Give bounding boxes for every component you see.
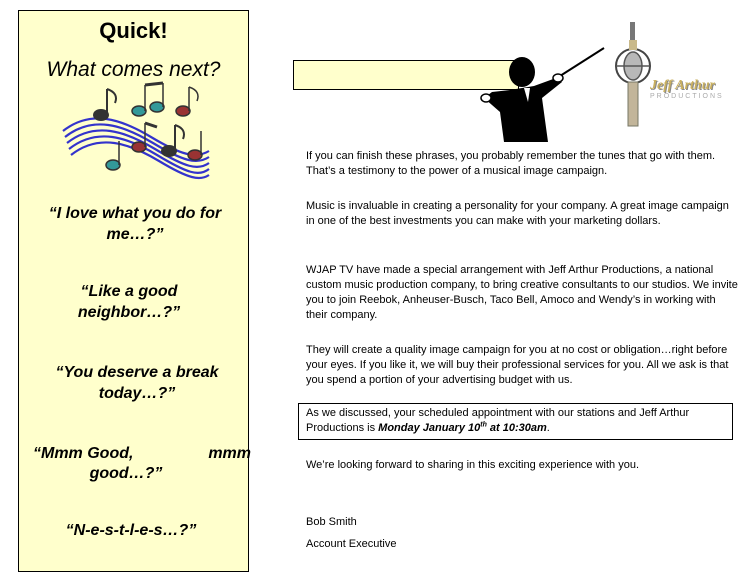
- phrase-5: “N-e-s-t-l-e-s…?”: [65, 522, 197, 539]
- paragraph-music: Music is invaluable in creating a personality for your company. A great image campaign in one of the best investments you can make with your marketing dollars.: [306, 200, 729, 227]
- phrase-2: “Like a good neighbor…?”: [77, 283, 181, 321]
- panel-title: Quick!: [99, 18, 168, 43]
- paragraph-intro: If you can finish these phrases, you probably remember the tunes that go with them. That’s a testimony to the power of a musical image campaign.: [306, 150, 716, 177]
- conductor-icon: [470, 42, 610, 150]
- paragraph-campaign: They will create a quality image campaign for you at no cost or obligation…right before your eyes. If you like it, we will buy their professional services for you. All we ask is that you spend a portion of your advertising budget with us.: [306, 344, 729, 386]
- paragraph-wjap: WJAP TV have made a special arrangement with Jeff Arthur Productions, a national custom music production company, to bring creative consultants to our studios. We invite you to join Reebok, Anheuser-Busch, Taco Bell, Amoco and Wendy’s in working with their company.: [306, 264, 738, 321]
- phrase-1: “I love what you do for me…?”: [48, 205, 222, 243]
- signer-name: Bob Smith: [306, 516, 357, 528]
- appointment-intro: As we discussed, your scheduled appointment with our stations and Jeff Arthur Productions is: [306, 407, 690, 434]
- panel-subtitle: What comes next?: [46, 58, 221, 81]
- jeff-arthur-logo: [612, 22, 724, 133]
- phrase-4-mmm: mmm: [208, 445, 251, 462]
- logo-text: [650, 78, 742, 100]
- appointment-date: [378, 422, 547, 434]
- microphone-icon: [612, 22, 656, 128]
- paragraph-closing: We’re looking forward to sharing in this exciting experience with you.: [306, 459, 640, 471]
- logo-brand-line-2: PRODUCTIONS: [650, 93, 724, 100]
- appointment-text: [306, 406, 726, 436]
- appointment-end: .: [546, 422, 550, 434]
- phrase-3: “You deserve a break today…?”: [55, 364, 219, 402]
- phrase-4-line-1: “Mmm Good,: [33, 445, 134, 462]
- appointment-date-suffix: th: [480, 421, 487, 429]
- phrase-4-line-2: good…?”: [89, 465, 163, 482]
- signer-title: Account Executive: [306, 538, 397, 550]
- phrases-panel: [18, 10, 249, 572]
- appointment-date-text: Monday January 10: [378, 422, 481, 434]
- appointment-time: at 10:30am: [486, 422, 547, 434]
- logo-brand-line-1: Jeff Arthur: [650, 78, 715, 93]
- music-notes-icon: [61, 81, 211, 181]
